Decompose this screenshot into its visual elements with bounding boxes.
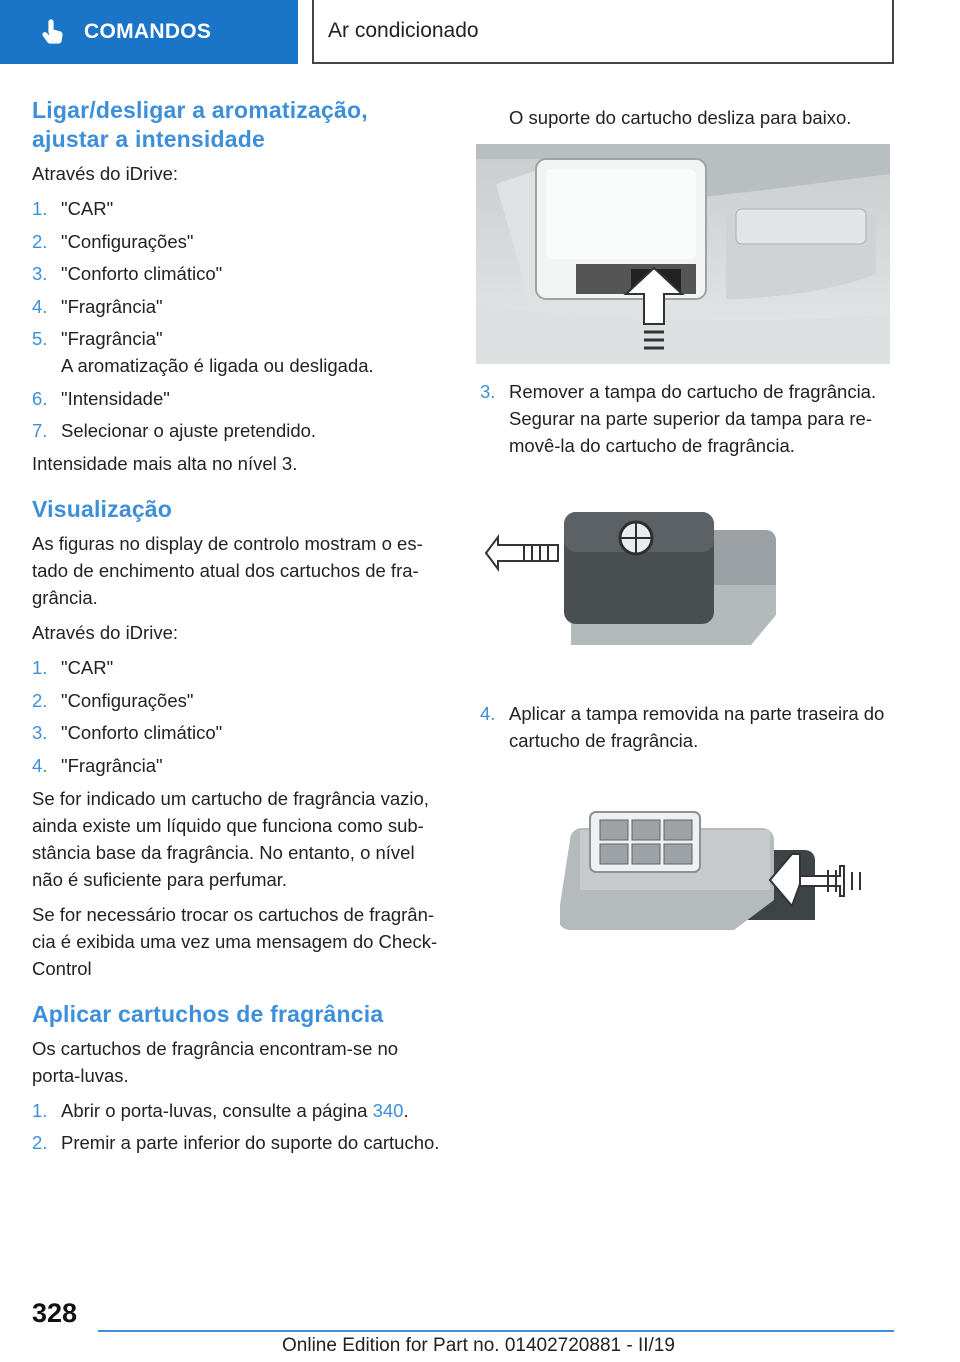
glovebox-paragraph: Os cartuchos de fragrância encontram-se no porta-luvas.: [32, 1037, 399, 1086]
step-number: 6.: [32, 387, 48, 409]
step-text: "Fragrância": [61, 754, 163, 776]
step-number: 7.: [32, 420, 48, 441]
list-item: [32, 195, 450, 222]
glovebox-cartridge-holder-image: [476, 144, 890, 364]
section-tab: [0, 0, 298, 64]
left-column: [32, 96, 450, 1162]
intro-idrive-2: Através do iDrive:: [32, 622, 178, 643]
page-number: 328: [32, 1298, 78, 1328]
heading-visualization: Visualização: [32, 496, 173, 522]
step-number: 4.: [32, 295, 48, 317]
heading-insert-cartridges: Aplicar cartuchos de fragrância: [32, 1000, 384, 1027]
section-label: COMANDOS: [84, 20, 212, 43]
intensity-note: Intensidade mais alta no nível 3.: [32, 453, 298, 474]
hand-pointer-icon: [40, 19, 66, 45]
intro-idrive-1: Através do iDrive:: [32, 163, 178, 184]
list-item: 1. Abrir o porta-luvas, consulte a página 340.: [32, 1099, 409, 1121]
chapter-title: Ar condicionado: [328, 19, 479, 42]
step-number: 3.: [32, 263, 48, 284]
step-text: Selecionar o ajuste pretendido.: [61, 420, 317, 441]
empty-cartridge-paragraph: Se for indicado um cartucho de fragrância vazio, ainda existe um líquido que funciona como substância base da fragrância. No entanto, o nível não é suficiente para perfumar.: [32, 787, 429, 890]
list-item: [32, 687, 450, 714]
list-item: [32, 417, 450, 444]
list-item: [32, 228, 450, 255]
check-control-paragraph: Se for necessário trocar os cartuchos de fragrância é exibida uma vez uma mensagem do Check-Control: [32, 903, 438, 979]
list-item: [32, 260, 450, 287]
page-header-title: [312, 0, 894, 64]
steps-list-1: [32, 195, 450, 444]
steps-list-4: [480, 378, 900, 465]
visualization-paragraph: As figuras no display de controlo mostram o estado de enchimento atual dos cartuchos de fragrância.: [32, 533, 423, 608]
list-item: [32, 293, 450, 320]
step-number: 1.: [32, 198, 48, 219]
remove-cap-image: [476, 500, 890, 660]
list-item: 3. Remover a tampa do cartucho de fragrância. Segurar na parte superior da tampa para removê-la do cartucho de fragrância.: [480, 381, 877, 456]
holder-slides-text: O suporte do cartucho desliza para baixo.: [509, 107, 852, 128]
step-text: "Fragrância": [61, 295, 163, 317]
list-item: [32, 325, 450, 379]
list-item: [32, 385, 450, 412]
step-number: 4.: [32, 754, 48, 776]
step-text: "Configurações": [61, 230, 194, 252]
step-text: "Conforto climático": [61, 263, 223, 284]
step-number: 2.: [32, 689, 48, 711]
step-number: 2.: [32, 230, 48, 252]
step-text: "Conforto climático": [61, 722, 223, 743]
list-item: [32, 654, 450, 681]
step-number: 5.: [32, 328, 48, 349]
list-item: 2. Premir a parte inferior do suporte do cartucho.: [32, 1132, 440, 1153]
list-item: [32, 752, 450, 779]
step-text: "Configurações": [61, 689, 194, 711]
list-item: [32, 719, 450, 746]
step-text: "Fragrância" A aromatização é ligada ou desligada.: [61, 325, 450, 379]
steps-list-5: [480, 700, 900, 760]
steps-list-3: [32, 1097, 450, 1157]
step-text: "Intensidade": [61, 387, 170, 409]
step-number: 1.: [32, 657, 48, 678]
attach-cap-image: [560, 800, 870, 950]
right-column: [480, 104, 900, 139]
step-text: "CAR": [61, 657, 114, 678]
step-number: 3.: [32, 722, 48, 743]
page-link-340[interactable]: 340: [372, 1099, 404, 1121]
step-result: A aromatização é ligada ou desligada.: [61, 355, 374, 376]
edition-info: Online Edition for Part no. 01402720881 - II/19: [282, 1335, 675, 1356]
steps-list-2: [32, 654, 450, 779]
list-item: 4. Aplicar a tampa removida na parte traseira do cartucho de fragrância.: [480, 703, 885, 751]
footer-divider: [98, 1330, 894, 1332]
step-text: "CAR": [61, 198, 114, 219]
heading-aromatization: Ligar/desligar a aromatização, ajustar a intensidade: [32, 97, 368, 152]
